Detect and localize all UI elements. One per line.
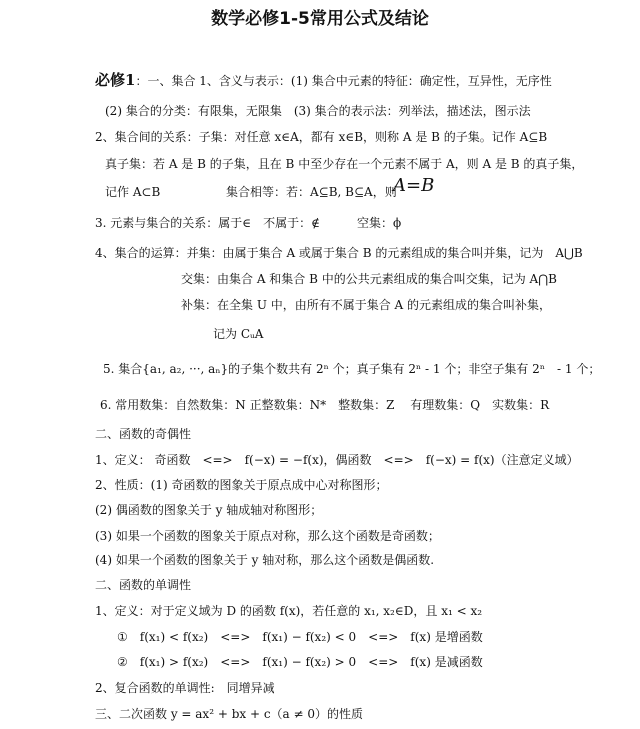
text-line: (3) 如果一个函数的图象关于原点对称，那么这个函数是奇函数； bbox=[95, 529, 440, 543]
text-line: 空集：ϕ bbox=[357, 216, 402, 230]
text-line: ② f(x₁) > f(x₂) <=> f(x₁) − f(x₂) > 0 <=> f(x) 是减函数 bbox=[117, 655, 483, 669]
text-line: 4、集合的运算：并集：由属于集合 A 或属于集合 B 的元素组成的集合叫并集，记为 A⋃B bbox=[95, 246, 583, 260]
heading: 三、二次函数 y = ax² + bx + c（a ≠ 0）的性质 bbox=[95, 707, 364, 721]
text-line: 记作 A⊂B bbox=[105, 185, 161, 199]
text-line: (2) 偶函数的图象关于 y 轴成轴对称图形； bbox=[95, 503, 323, 517]
math-expression: A=B bbox=[393, 175, 435, 196]
text-line: 必修1：一、集合 1、含义与表示：(1) 集合中元素的特征：确定性，互异性，无序性 bbox=[95, 71, 552, 89]
text-line: 2、复合函数的单调性: 同增异减 bbox=[95, 681, 275, 695]
text-line: ① f(x₁) < f(x₂) <=> f(x₁) − f(x₂) < 0 <=> f(x) 是增函数 bbox=[117, 630, 483, 644]
text-line: 2、集合间的关系：子集：对任意 x∈A，都有 x∈B，则称 A 是 B 的子集。记作 A⊆B bbox=[95, 130, 548, 144]
text-line: 集合相等：若：A⊆B, B⊆A，则 bbox=[226, 185, 397, 199]
page-title: 数学必修1-5常用公式及结论 bbox=[211, 9, 429, 29]
text-line: 补集：在全集 U 中，由所有不属于集合 A 的元素组成的集合叫补集， bbox=[181, 298, 552, 312]
text-line: 1、定义：对于定义域为 D 的函数 f(x)，若任意的 x₁, x₂∈D，且 x₁ < x₂ bbox=[95, 604, 483, 618]
text-line: (2) 集合的分类：有限集，无限集 (3) 集合的表示法：列举法，描述法，图示法 bbox=[105, 104, 531, 118]
text-line: 5. 集合{a₁, a₂, ···, aₙ}的子集个数共有 2ⁿ 个；真子集有 2ⁿ - 1 个；非空子集有 2ⁿ - 1 个； bbox=[103, 362, 601, 376]
text-line: (4) 如果一个函数的图象关于 y 轴对称，那么这个函数是偶函数. bbox=[95, 553, 435, 567]
text-line: 2、性质：(1) 奇函数的图象关于原点成中心对称图形； bbox=[95, 478, 388, 492]
text-line: 3. 元素与集合的关系：属于∈ 不属于：∉ bbox=[95, 216, 321, 230]
heading: 二、函数的奇偶性 bbox=[95, 427, 192, 441]
section-label: 必修1 bbox=[95, 71, 136, 89]
text-line: 6. 常用数集：自然数集：N 正整数集：N* 整数集：Z 有理数集：Q 实数集：R bbox=[100, 398, 550, 412]
text-line: 交集：由集合 A 和集合 B 中的公共元素组成的集合叫交集，记为 A⋂B bbox=[181, 272, 557, 286]
heading: 二、函数的单调性 bbox=[95, 578, 192, 592]
text-line: 1、定义： 奇函数 <=> f(−x) = −f(x)，偶函数 <=> f(−x) = f(x)（注意定义域） bbox=[95, 453, 579, 467]
text-line: 记为 CᵤA bbox=[213, 327, 264, 341]
text-line: 真子集：若 A 是 B 的子集，且在 B 中至少存在一个元素不属于 A，则 A 是 B 的真子集， bbox=[105, 157, 584, 171]
